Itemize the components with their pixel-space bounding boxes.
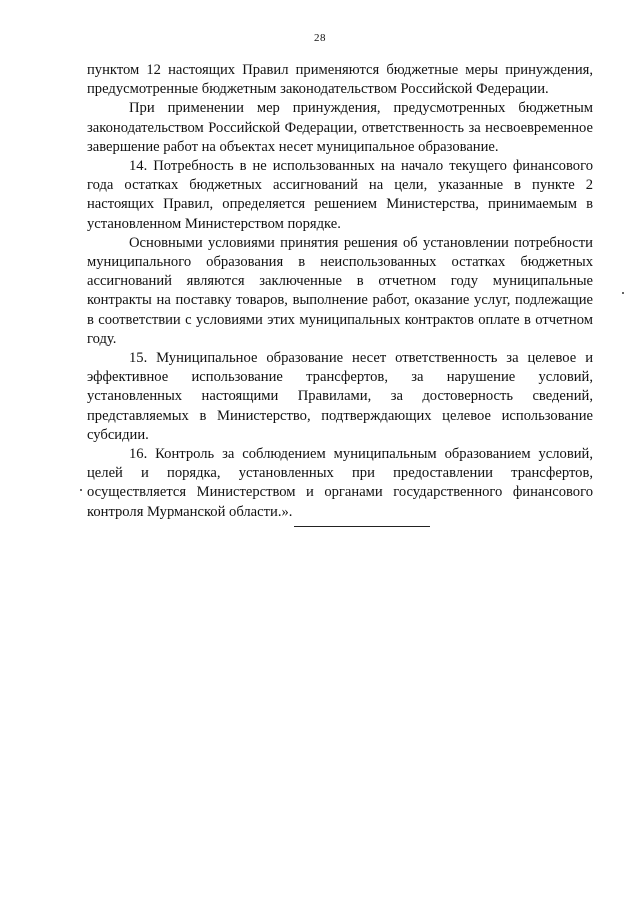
scan-speck [80,489,82,491]
document-body [87,61,593,522]
paragraph-enforcement: При применении мер принуждения, предусмотренных бюджетным законодательством Российской Федерации, ответственность за несвоевременное завершение работ на объектах несет муниципальное образование. [87,100,593,155]
paragraph-item-16: 16. Контроль за соблюдением муниципальным образованием условий, целей и порядка, установленных при предоставлении трансфертов, осуществляется Министерством и органами государственного финансового контроля Мурманской области.». [87,446,593,520]
scan-speck [622,292,624,294]
paragraph-item-15: 15. Муниципальное образование несет ответственность за целевое и эффективное использование трансфертов, за нарушение условий, установленных настоящими Правилами, за достоверность сведений, представляемых в Министерство, подтверждающих целевое использование субсидии. [87,350,593,443]
paragraph-continuation: пунктом 12 настоящих Правил применяются бюджетные меры принуждения, предусмотренные бюджетным законодательством Российской Федерации. [87,62,593,98]
paragraph-conditions: Основными условиями принятия решения об установлении потребности муниципального образования в неиспользованных остатках бюджетных ассигнований являются заключенные в отчетном году муниципальные контракты на поставку товаров, выполнение работ, оказание услуг, подлежащие в соответствии с условиями этих муниципальных контрактов оплате в отчетном году. [87,234,593,347]
page-number: 28 [314,32,326,44]
paragraph-item-14: 14. Потребность в не использованных на начало текущего финансового года остатках бюджетных ассигнований на цели, указанные в пункте 2 настоящих Правил, определяется решением Министерства, принимаемым в установленном Министерством порядке. [87,158,593,232]
closing-rule [294,526,430,527]
